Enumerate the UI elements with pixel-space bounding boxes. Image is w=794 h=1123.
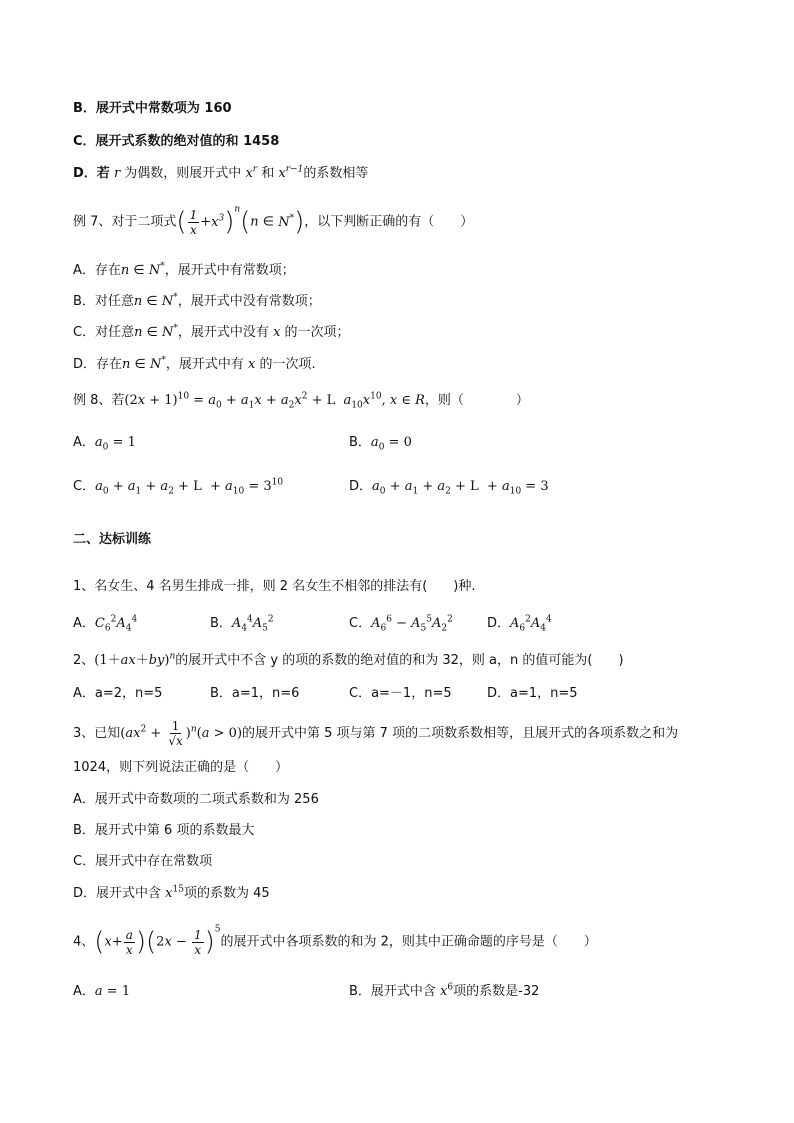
q3-d-pre: D．展开式中含 [73,886,162,901]
q3-question-line2: 1024，则下列说法正确的是（ ） [73,760,289,775]
q3-d-post: 项的系数为 45 [183,886,270,901]
ex7-d-post: 的一次项. [259,357,316,372]
ex7-prefix: 例 7、对于二项式 [73,214,177,230]
q4-a-label: A． [73,984,95,999]
q1-b-label: B． [210,616,232,631]
q4-question: 4、(x+ $\frac{a}{x}$ )(2x − $\frac{1}{x}$ )$^5$的展开式中各项系数的和为 2，则其中正确命题的序号是（ ） [73,924,597,957]
ex7-a-pre: A．存在 [73,263,121,278]
ex7-c-pre: C．对任意 [73,325,135,340]
q1-question: 1、名女生、4 名男生排成一排，则 2 名女生不相邻的排法有( )种. [73,579,476,594]
ex7-a-post: ，展开式中有常数项； [164,263,295,278]
ex8-b-label: B． [349,435,371,450]
ex6-d-post: 的系数相等 [303,166,369,181]
ex7-option-c: C．对任意n ∈ N*，展开式中没有 x 的一次项； [73,323,350,340]
ex7-option-d: D．存在n ∈ N*，展开式中有 x 的一次项. [73,355,316,372]
q4-option-b: B．展开式中含 $x^6$项的系数是-32 [349,982,540,999]
ex8-option-d: D．$a_0 + a_1 + a_2 + L + a_{10} = 3$ [349,479,549,497]
q2-option-a: A．a=2，n=5 [73,686,163,701]
ex8-option-b: B．$a_0 = 0$ [349,435,412,453]
ex7-c-mid: ，展开式中没有 [177,325,269,340]
q4-text: 的展开式中各项系数的和为 2，则其中正确命题的序号是（ ） [220,934,597,950]
q3-option-a: A．展开式中奇数项的二项式系数和为 256 [73,792,319,807]
section-title: 二、达标训练 [73,532,152,547]
ex6-option-b: B．展开式中常数项为 160 [73,101,232,116]
q4-option-a: A．a = 1 [73,984,131,999]
ex6-d-mid2: 和 [261,166,275,181]
q1-option-d: D．$A_6^2A_4^4$ [487,614,552,634]
q1-option-b: B．$A_4^4A_5^2$ [210,614,274,634]
q2-question: 2、$(1+ax+by)^n$的展开式中不含 y 的项的系数的绝对值的和为 32，则 a，n 的值可能为( ) [73,651,624,668]
ex7-option-b: B．对任意n ∈ N*，展开式中没有常数项； [73,292,321,309]
ex6-d-pre: D．若 [73,166,110,181]
ex6-option-c: C．展开式系数的绝对值的和 1458 [73,134,280,149]
q1-option-c: C．$A_6^6 - A_5^5A_2^2$ [349,614,453,634]
ex7-option-a: A．存在n ∈ N*，展开式中有常数项； [73,261,295,278]
q3-text: 的展开式中第 5 项与第 7 项的二项数系数相等，且展开式的各项系数之和为 [242,726,679,741]
q2-option-b: B．a=1，n=6 [210,686,300,701]
q2-option-d: D．a=1，n=5 [487,686,578,701]
q3-option-b: B．展开式中第 6 项的系数最大 [73,823,255,838]
q3-question: 3、已知($ax^2$ + $\frac{1}{√x}$ )$^n$(a > 0)的展开式中第 5 项与第 7 项的二项数系数相等，且展开式的各项系数之和为 [73,719,679,748]
ex6-option-d: D．若 r 为偶数，则展开式中 $x^r$ 和 $x^{r-1}$的系数相等 [73,164,369,181]
ex6-d-mid1: 为偶数，则展开式中 [124,166,242,181]
q4-b-post: 项的系数是-32 [453,984,540,999]
q1-d-label: D． [487,616,511,631]
ex7-b-post: ，展开式中没有常数项； [177,294,321,309]
ex7-d-pre: D．存在 [73,357,123,372]
ex8-question: 例 8、若$(2x + 1)^{10} = a_0 + a_1x + a_2x^2 + L$ $a_{10}x^{10}$, x ∈ R，则（ ） [73,391,529,411]
q2-option-c: C．a=－1，n=5 [349,686,452,701]
ex8-a-label: A． [73,435,95,450]
ex8-suffix: ，则（ ） [424,393,529,408]
ex7-question: 例 7、对于二项式( $\frac{1}{x}$ $+x^3)^n(n$ ∈ N*)，以下判断正确的有（ ） [73,204,474,237]
ex7-c-post: 的一次项； [284,325,350,340]
ex7-b-pre: B．对任意 [73,294,134,309]
ex7-suffix: ，以下判断正确的有（ ） [304,214,474,230]
q2-text: 的展开式中不含 y 的项的系数的绝对值的和为 32，则 a，n 的值可能为( ) [175,653,624,668]
ex8-prefix: 例 8、若 [73,393,125,408]
q3-option-c: C．展开式中存在常数项 [73,854,213,869]
q2-pre: 2、 [73,653,95,668]
ex8-option-c: C．$a_0 + a_1 + a_2 + L + a_{10} = 3^{10}$ [73,477,284,497]
ex7-d-mid: ，展开式中有 [165,357,244,372]
q3-pre: 3、已知 [73,726,121,741]
q1-option-a: A．$C_6^2A_4^4$ [73,614,138,634]
ex8-option-a: A．$a_0 = 1$ [73,435,136,453]
ex8-d-label: D． [349,479,373,494]
q1-c-label: C． [349,616,372,631]
q4-b-pre: B．展开式中含 [349,984,436,999]
q4-pre: 4、 [73,934,95,950]
ex8-c-label: C． [73,479,96,494]
q3-option-d: D．展开式中含 $x^{15}$项的系数为 45 [73,884,270,901]
q1-a-label: A． [73,616,95,631]
